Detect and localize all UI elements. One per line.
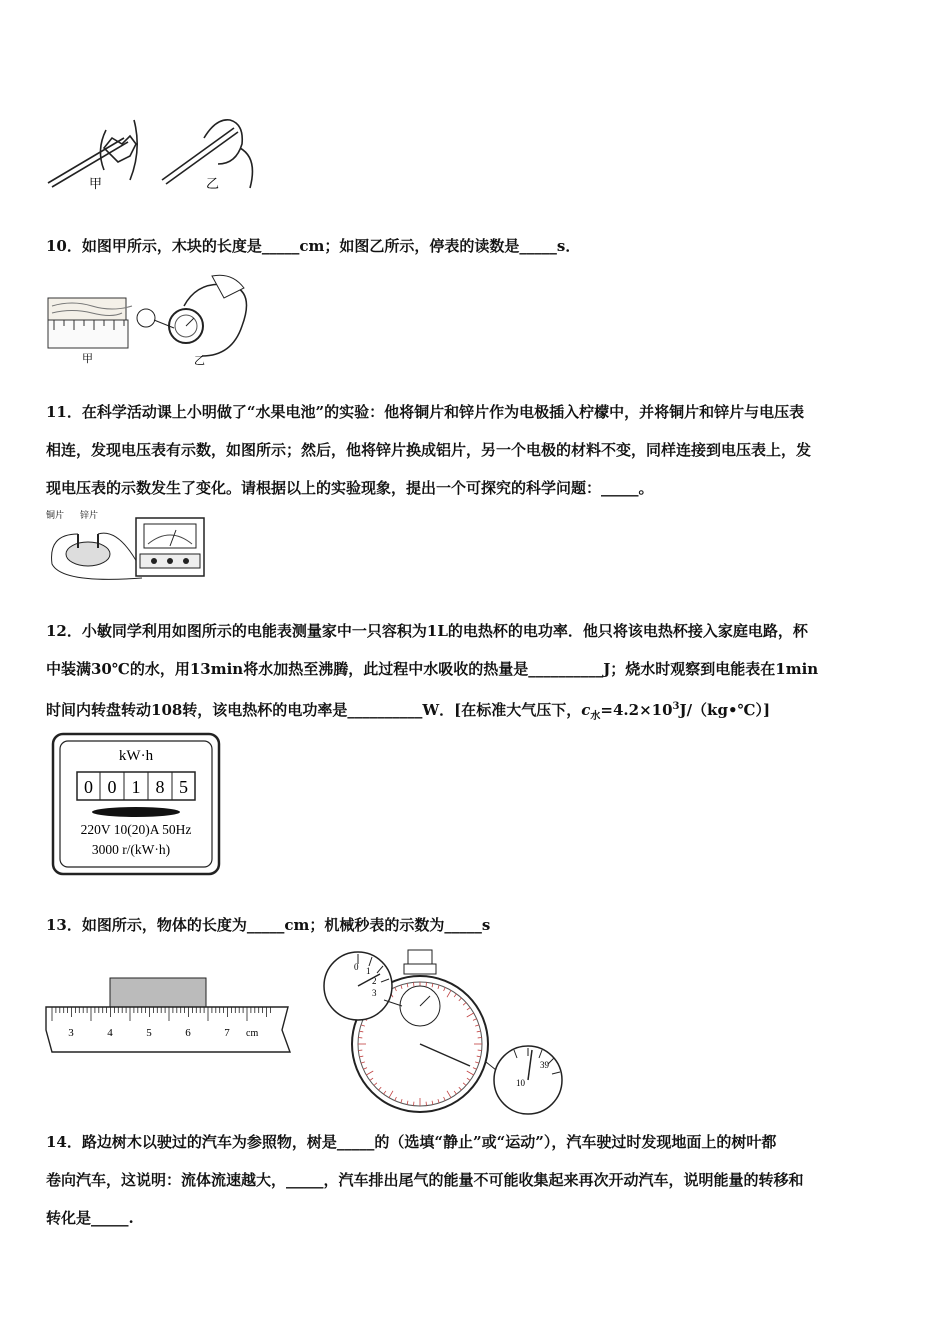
q10-label-b: 乙 — [194, 355, 205, 367]
question-14-line-2: 卷向汽车，这说明：流体流速越大，_____，汽车排出尾气的能量不可能收集起来再次开动汽车，说明能量的转移和 — [46, 1171, 804, 1189]
question-12-line-3 — [46, 688, 906, 736]
question-13 — [46, 906, 906, 944]
question-12-line-1: 12．小敏同学利用如图所示的电能表测量家中一只容积为1L的电热杯的电功率．他只将该电热杯接入家庭电路，杯 — [46, 622, 808, 640]
q9-label-a: 甲 — [89, 176, 103, 191]
zoom-small-2: 2 — [372, 976, 377, 986]
specific-heat-subscript: 水 — [590, 711, 601, 722]
energy-meter — [51, 732, 221, 876]
meter-digit-3: 1 — [131, 777, 141, 797]
question-12-line-3b: =4.2×10 — [600, 701, 673, 719]
ruler-tick-6: 6 — [185, 1027, 191, 1039]
question-12-line-2: 中装满30℃的水，用13min将水加热至沸腾，此过程中水吸收的热量是__________J；烧水时观察到电能表在1min — [46, 660, 819, 678]
ruler-tick-3: 3 — [68, 1027, 74, 1039]
question-14-line-3: 转化是_____. — [46, 1209, 134, 1227]
meter-digit-1: 0 — [84, 777, 93, 797]
question-12-line-3a: 时间内转盘转动108转，该电热杯的电功率是__________W．[在标准大气压下， — [46, 701, 582, 719]
specific-heat-symbol: c — [581, 701, 591, 719]
zoom-large-39: 39 — [540, 1060, 549, 1070]
question-10-text: 10．如图甲所示，木块的长度是_____cm；如图乙所示，停表的读数是_____s． — [46, 237, 581, 255]
zoom-large-10: 10 — [516, 1078, 525, 1088]
zoom-small-1: 1 — [366, 966, 371, 976]
meter-digit-5: 5 — [179, 777, 188, 797]
question-12 — [46, 612, 906, 736]
q11-figure — [44, 504, 214, 586]
q10-label-a: 甲 — [82, 353, 93, 365]
q11-label-zinc: 锌片 — [80, 510, 99, 520]
meter-spec-2: 3000 r/(kW·h) — [91, 842, 171, 857]
q13-ruler-figure — [44, 972, 292, 1058]
meter-digit-4: 8 — [155, 777, 165, 797]
question-14 — [46, 1123, 906, 1237]
meter-unit: kW·h — [118, 748, 154, 764]
meter-spec-1: 220V 10(20)A 50Hz — [80, 822, 192, 837]
question-14-line-1: 14．路边树木以驶过的汽车为参照物，树是_____的（选填“静止”或“运动”），汽车驶过时发现地面上的树叶都 — [46, 1133, 777, 1151]
question-12-line-3c: J/（kg•℃）] — [679, 701, 771, 719]
meter-digit-2: 0 — [107, 777, 117, 797]
question-11-line-2: 相连，发现电压表有示数，如图所示；然后，他将锌片换成铝片，另一个电极的材料不变，同样连接到电压表上，发 — [46, 441, 812, 459]
ruler-tick-4: 4 — [107, 1027, 113, 1039]
zoom-small-3: 3 — [372, 988, 377, 998]
stopwatch-figure — [320, 944, 566, 1144]
question-10 — [46, 227, 906, 265]
question-11-line-1: 11．在科学活动课上小明做了“水果电池”的实验：他将铜片和锌片作为电极插入柠檬中，并将铜片和锌片与电压表 — [46, 403, 805, 421]
zoom-small-0: 0 — [354, 962, 359, 972]
ruler-tick-5: 5 — [146, 1027, 152, 1039]
q9-figure — [44, 108, 259, 196]
q10-figure — [44, 268, 254, 368]
ruler-unit: cm — [246, 1028, 259, 1039]
q9-label-b: 乙 — [206, 176, 220, 191]
question-13-text: 13．如图所示，物体的长度为_____cm；机械秒表的示数为_____s — [46, 916, 491, 934]
question-11-line-3: 现电压表的示数发生了变化。请根据以上的实验现象，提出一个可探究的科学问题：_____。 — [46, 479, 654, 497]
question-11 — [46, 393, 906, 507]
q11-label-copper: 铜片 — [46, 510, 65, 520]
specific-heat-exponent: 3 — [672, 701, 680, 712]
ruler-tick-7: 7 — [224, 1027, 230, 1039]
